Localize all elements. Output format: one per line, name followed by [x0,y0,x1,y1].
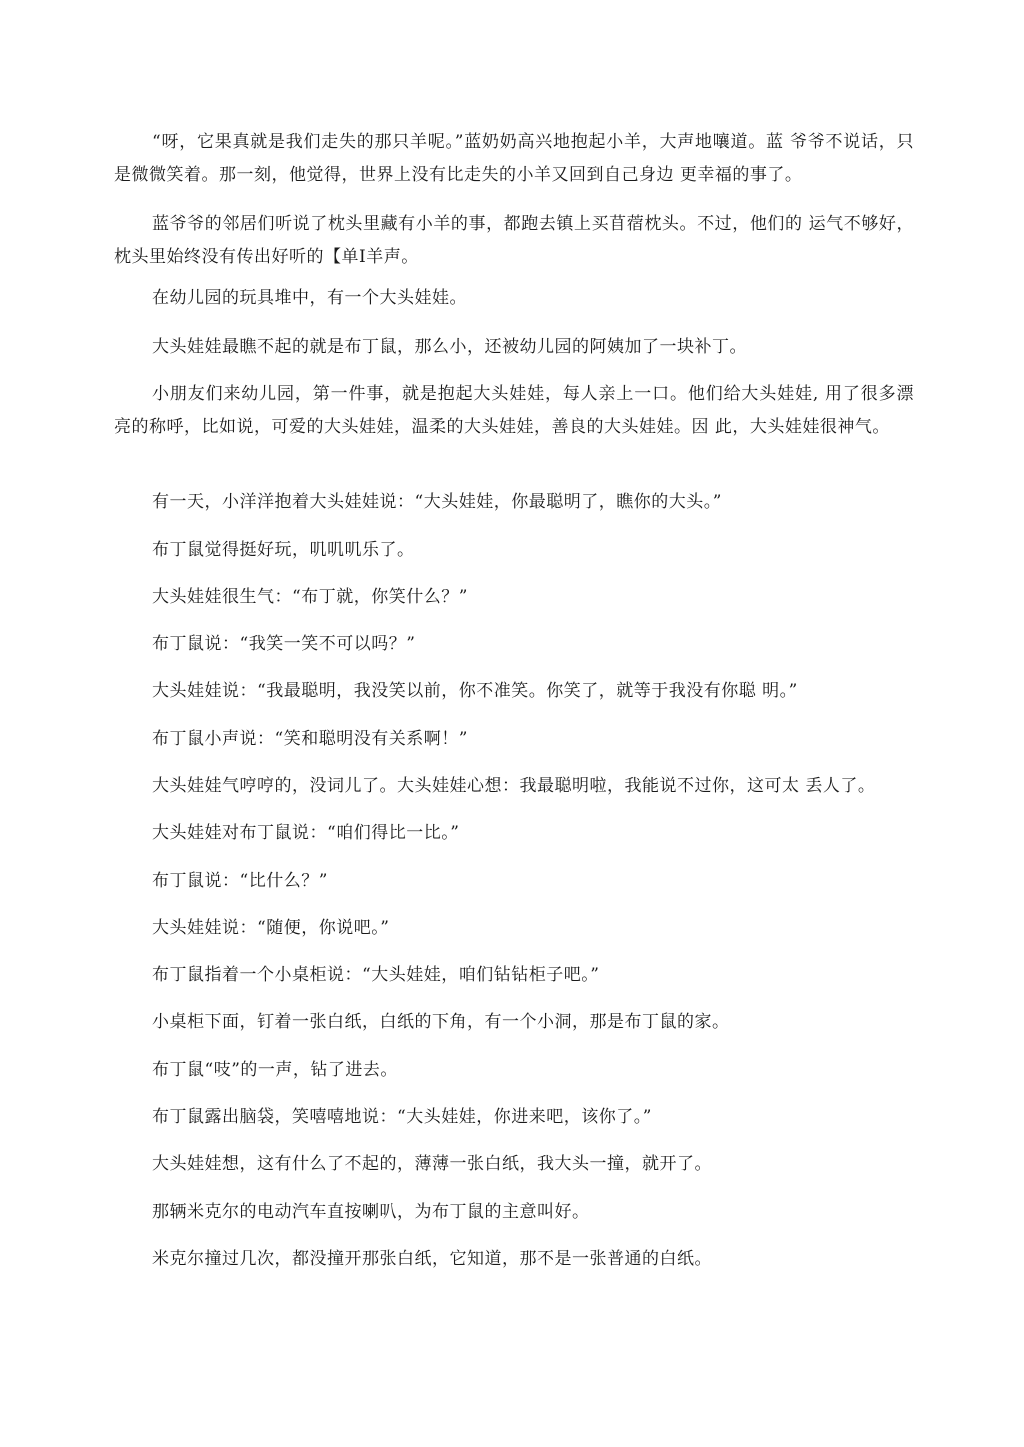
paragraph-21: 那辆米克尔的电动汽车直按喇叭，为布丁鼠的主意叫好。 [152,1202,590,1222]
paragraph-4: 大头娃娃最瞧不起的就是布丁鼠，那么小，还被幼儿园的阿姨加了一块补丁。 [152,337,747,357]
paragraph-9: 布丁鼠说：“我笑一笑不可以吗？” [152,634,416,654]
paragraph-13: 大头娃娃对布丁鼠说：“咱们得比一比。” [152,823,460,843]
paragraph-6: 有一天，小洋洋抱着大头娃娃说：“大头娃娃，你最聪明了，瞧你的大头。” [152,492,722,512]
paragraph-3: 在幼儿园的玩具堆中，有一个大头娃娃。 [152,288,467,308]
paragraph-7: 布丁鼠觉得挺好玩，叽叽叽乐了。 [152,540,415,560]
paragraph-17: 小桌柜下面，钉着一张白纸，白纸的下角，有一个小洞，那是布丁鼠的家。 [152,1012,730,1032]
paragraph-14: 布丁鼠说：“比什么？” [152,871,328,891]
paragraph-22: 米克尔撞过几次，都没撞开那张白纸，它知道，那不是一张普通的白纸。 [152,1249,712,1269]
paragraph-15: 大头娃娃说：“随便，你说吧。” [152,918,390,938]
paragraph-20: 大头娃娃想，这有什么了不起的，薄薄一张白纸，我大头一撞，就开了。 [152,1154,712,1174]
paragraph-16: 布丁鼠指着一个小桌柜说：“大头娃娃，咱们钻钻柜子吧。” [152,965,600,985]
paragraph-8: 大头娃娃很生气：“布丁就，你笑什么？” [152,587,468,607]
paragraph-2: 蓝爷爷的邻居们听说了枕头里藏有小羊的事，都跑去镇上买苜蓿枕头。不过，他们的 运气不够好，枕头里始终没有传出好听的【单I羊声。 [114,214,914,267]
paragraph-18: 布丁鼠“吱”的一声，钻了进去。 [152,1060,398,1080]
paragraph-5: 小朋友们来幼儿园，第一件事，就是抱起大头娃娃，每人亲上一口。他们给大头娃娃, 用了很多漂亮的称呼，比如说，可爱的大头娃娃，温柔的大头娃娃，善良的大头娃娃。因 此，大头娃娃很神气。 [114,384,914,437]
paragraph-12: 大头娃娃气哼哼的，没词儿了。大头娃娃心想：我最聪明啦，我能说不过你，这可太 丢人了。 [152,776,876,796]
paragraph-11: 布丁鼠小声说：“笑和聪明没有关系啊！” [152,729,468,749]
paragraph-10: 大头娃娃说：“我最聪明，我没笑以前，你不准笑。你笑了，就等于我没有你聪 明。” [152,681,798,701]
paragraph-1: “呀，它果真就是我们走失的那只羊呢。”蓝奶奶高兴地抱起小羊，大声地嚷道。蓝 爷爷不说话，只是微微笑着。那一刻，他觉得，世界上没有比走失的小羊又回到自己身边 更幸福的事了。 [114,132,914,185]
paragraph-19: 布丁鼠露出脑袋，笑嘻嘻地说：“大头娃娃，你进来吧，该你了。” [152,1107,652,1127]
